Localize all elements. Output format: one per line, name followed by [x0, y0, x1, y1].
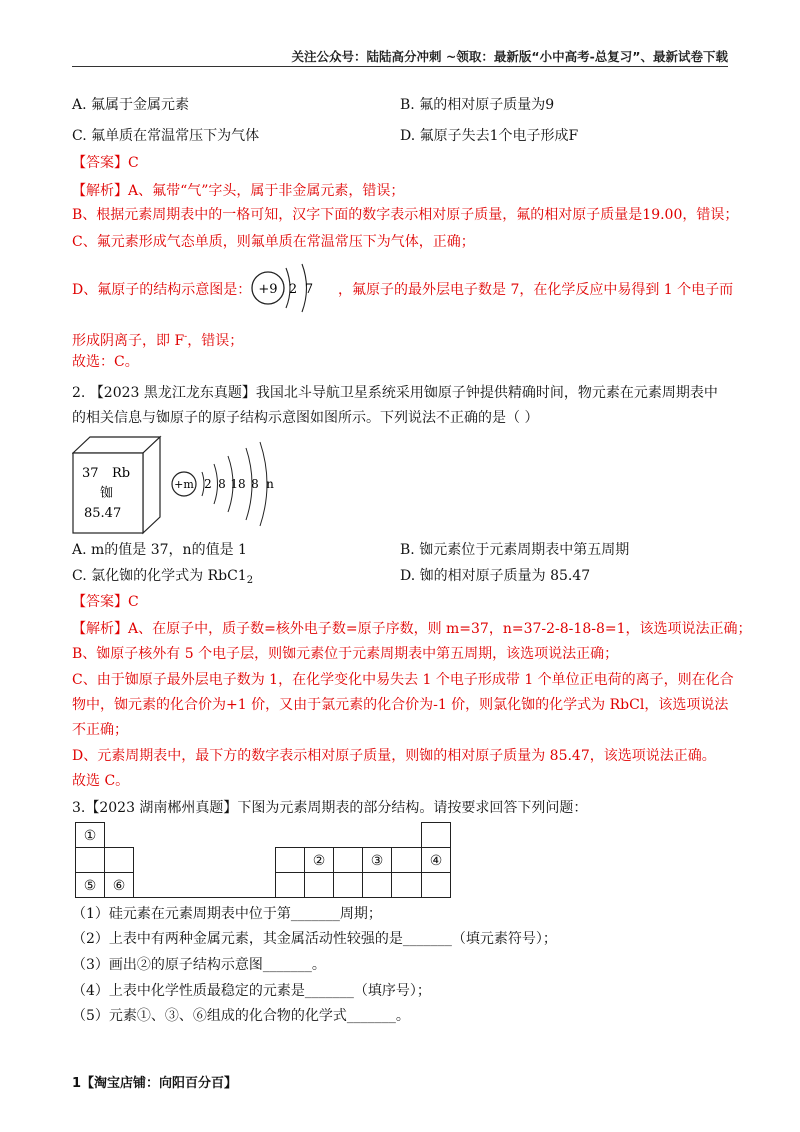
q2-option-c [72, 566, 253, 591]
q3-stem: 3.【2023 湖南郴州真题】下图为元素周期表的部分结构。请按要求回答下列问题： [72, 800, 588, 816]
q1-expl5-text: 形成阴离子，即 F [72, 333, 185, 349]
cell-r3-g15 [333, 872, 363, 898]
rubidium-element-cell [72, 435, 162, 535]
q1-explanation-a: 【解析】A、氟带“气”字头，属于非金属元素，错误； [72, 183, 405, 199]
q2-answer: 【答案】C [72, 594, 139, 610]
page-header: 关注公众号：陆陆高分冲刺 ~领取：最新版“小中高考-总复习”、最新试卷下载 [291, 49, 728, 64]
nucleus-charge: +9 [258, 282, 278, 297]
cell-4: ④ [421, 847, 451, 873]
q2-conclusion: 故选 C。 [72, 773, 130, 789]
q1-explanation-c: C、氟元素形成气态单质，则氟单质在常温常压下为气体，正确； [72, 234, 475, 250]
q3-subquestion-2: （2）上表中有两种金属元素，其金属活动性较强的是_______（填元素符号）； [72, 931, 557, 947]
q1-explanation-d-cont [72, 327, 243, 351]
q2-explanation-c2: 物中，铷元素的化合价为+1 价，又由于氯元素的化合价为-1 价，则氯化铷的化学式为 RbCl，该选项说法 [72, 697, 729, 713]
q1-option-b: B. 氟的相对原子质量为9 [400, 97, 555, 113]
cell-1: ① [75, 822, 105, 848]
q1-expl5-sup: - [184, 332, 188, 342]
nucleus-charge: +m [174, 478, 194, 491]
cell-r3-g17 [391, 872, 422, 898]
q1-answer: 【答案】C [72, 155, 139, 171]
q2-stem-line2: 的相关信息与铷原子的原子结构示意图如图所示。下列说法不正确的是（ ） [72, 410, 539, 426]
q1-conclusion: 故选：C。 [72, 354, 139, 370]
cell-3: ③ [362, 847, 392, 873]
shop-name: 【淘宝店铺：向阳百分百】 [81, 1076, 238, 1091]
q1-explanation-d-end: ，氟原子的最外层电子数是 7，在化学反应中易得到 1 个电子而 [338, 282, 734, 298]
transition-gap-bottom [133, 872, 276, 898]
q1-option-d [400, 126, 578, 146]
q1-explanation-b: B、根据元素周期表中的一格可知，汉字下面的数字表示相对原子质量，氟的相对原子质量是19.00，错误； [72, 207, 739, 223]
q1-expl5-tail: ，错误； [187, 333, 244, 349]
q2-option-a: A. m的值是 37，n的值是 1 [72, 542, 247, 558]
page-number: 1 [72, 1076, 82, 1091]
q3-subquestion-4: （4）上表中化学性质最稳定的元素是_______（填序号）； [72, 983, 431, 999]
shell-count-1: 2 [288, 282, 298, 297]
shell-count-3: 18 [230, 477, 246, 491]
q1-explanation-d-start: D、氟原子的结构示意图是： [72, 282, 252, 298]
cell-r3-g16 [362, 872, 392, 898]
cell-r3-g13 [275, 872, 305, 898]
shell-count-4: 8 [251, 477, 259, 491]
q2-explanation-b: B、铷原子核外有 5 个电子层，则铷元素位于元素周期表中第五周期，该选项说法正确； [72, 646, 619, 662]
q1-option-a: A. 氟属于金属元素 [72, 97, 190, 113]
q1-option-c: C. 氟单质在常温常压下为气体 [72, 128, 260, 144]
q2-explanation-d: D、元素周期表中，最下方的数字表示相对原子质量，则铷的相对原子质量为 85.47，该选项说法正确。 [72, 748, 716, 764]
cell-r2-g17 [391, 847, 422, 873]
q2-option-d: D. 铷的相对原子质量为 85.47 [400, 568, 591, 584]
cell-r2-g1 [75, 847, 105, 873]
q3-subquestion-3: （3）画出②的原子结构示意图_______。 [72, 957, 326, 973]
q2-option-b: B. 铷元素位于元素周期表中第五周期 [400, 542, 630, 558]
shell-count-2: 7 [304, 282, 314, 297]
q2-explanation-a: 【解析】A、在原子中，质子数=核外电子数=原子序数，则 m=37，n=37-2-8-18-8=1，该选项说法正确； [72, 621, 752, 637]
atomic-mass: 85.47 [84, 506, 122, 521]
cell-r1-g18 [421, 822, 451, 848]
q2-explanation-c3: 不正确； [72, 722, 128, 738]
cell-r3-g18 [421, 872, 451, 898]
q1-option-d-text: D. 氟原子失去1个电子形成F [400, 128, 579, 144]
q3-subquestion-1: （1）硅元素在元素周期表中位于第_______周期； [72, 906, 382, 922]
shell-count-2: 8 [218, 477, 226, 491]
cell-6: ⑥ [104, 872, 134, 898]
q2-stem-line1: 2. 【2023 黑龙江龙东真题】我国北斗导航卫星系统采用铷原子钟提供精确时间，物元素在元素周期表中 [72, 385, 718, 401]
element-name: 铷 [100, 486, 114, 501]
q3-subquestion-5: （5）元素①、③、⑥组成的化合物的化学式_______。 [72, 1008, 410, 1024]
cell-r3-g14 [304, 872, 334, 898]
shell-count-5: n [266, 477, 274, 491]
element-symbol: Rb [112, 466, 131, 481]
q2-option-c-text: C. 氯化铷的化学式为 RbC1 [72, 568, 247, 584]
rubidium-atom-diagram [166, 440, 286, 530]
cell-5: ⑤ [75, 872, 105, 898]
cell-r2-g13 [275, 847, 305, 873]
q2-option-c-sub: 2 [246, 575, 254, 586]
shell-count-1: 2 [204, 477, 212, 491]
atomic-number: 37 [82, 466, 99, 481]
cell-2: ② [304, 847, 334, 873]
q2-explanation-c1: C、由于铷原子最外层电子数为 1，在化学变化中易失去 1 个电子形成带 1 个单位正电荷的离子，则在化合 [72, 672, 734, 688]
cell-r2-g15 [333, 847, 363, 873]
cell-r2-g2 [104, 847, 134, 873]
fluorine-atom-diagram [248, 260, 328, 316]
header-divider [72, 66, 728, 67]
page-footer [72, 1072, 237, 1091]
